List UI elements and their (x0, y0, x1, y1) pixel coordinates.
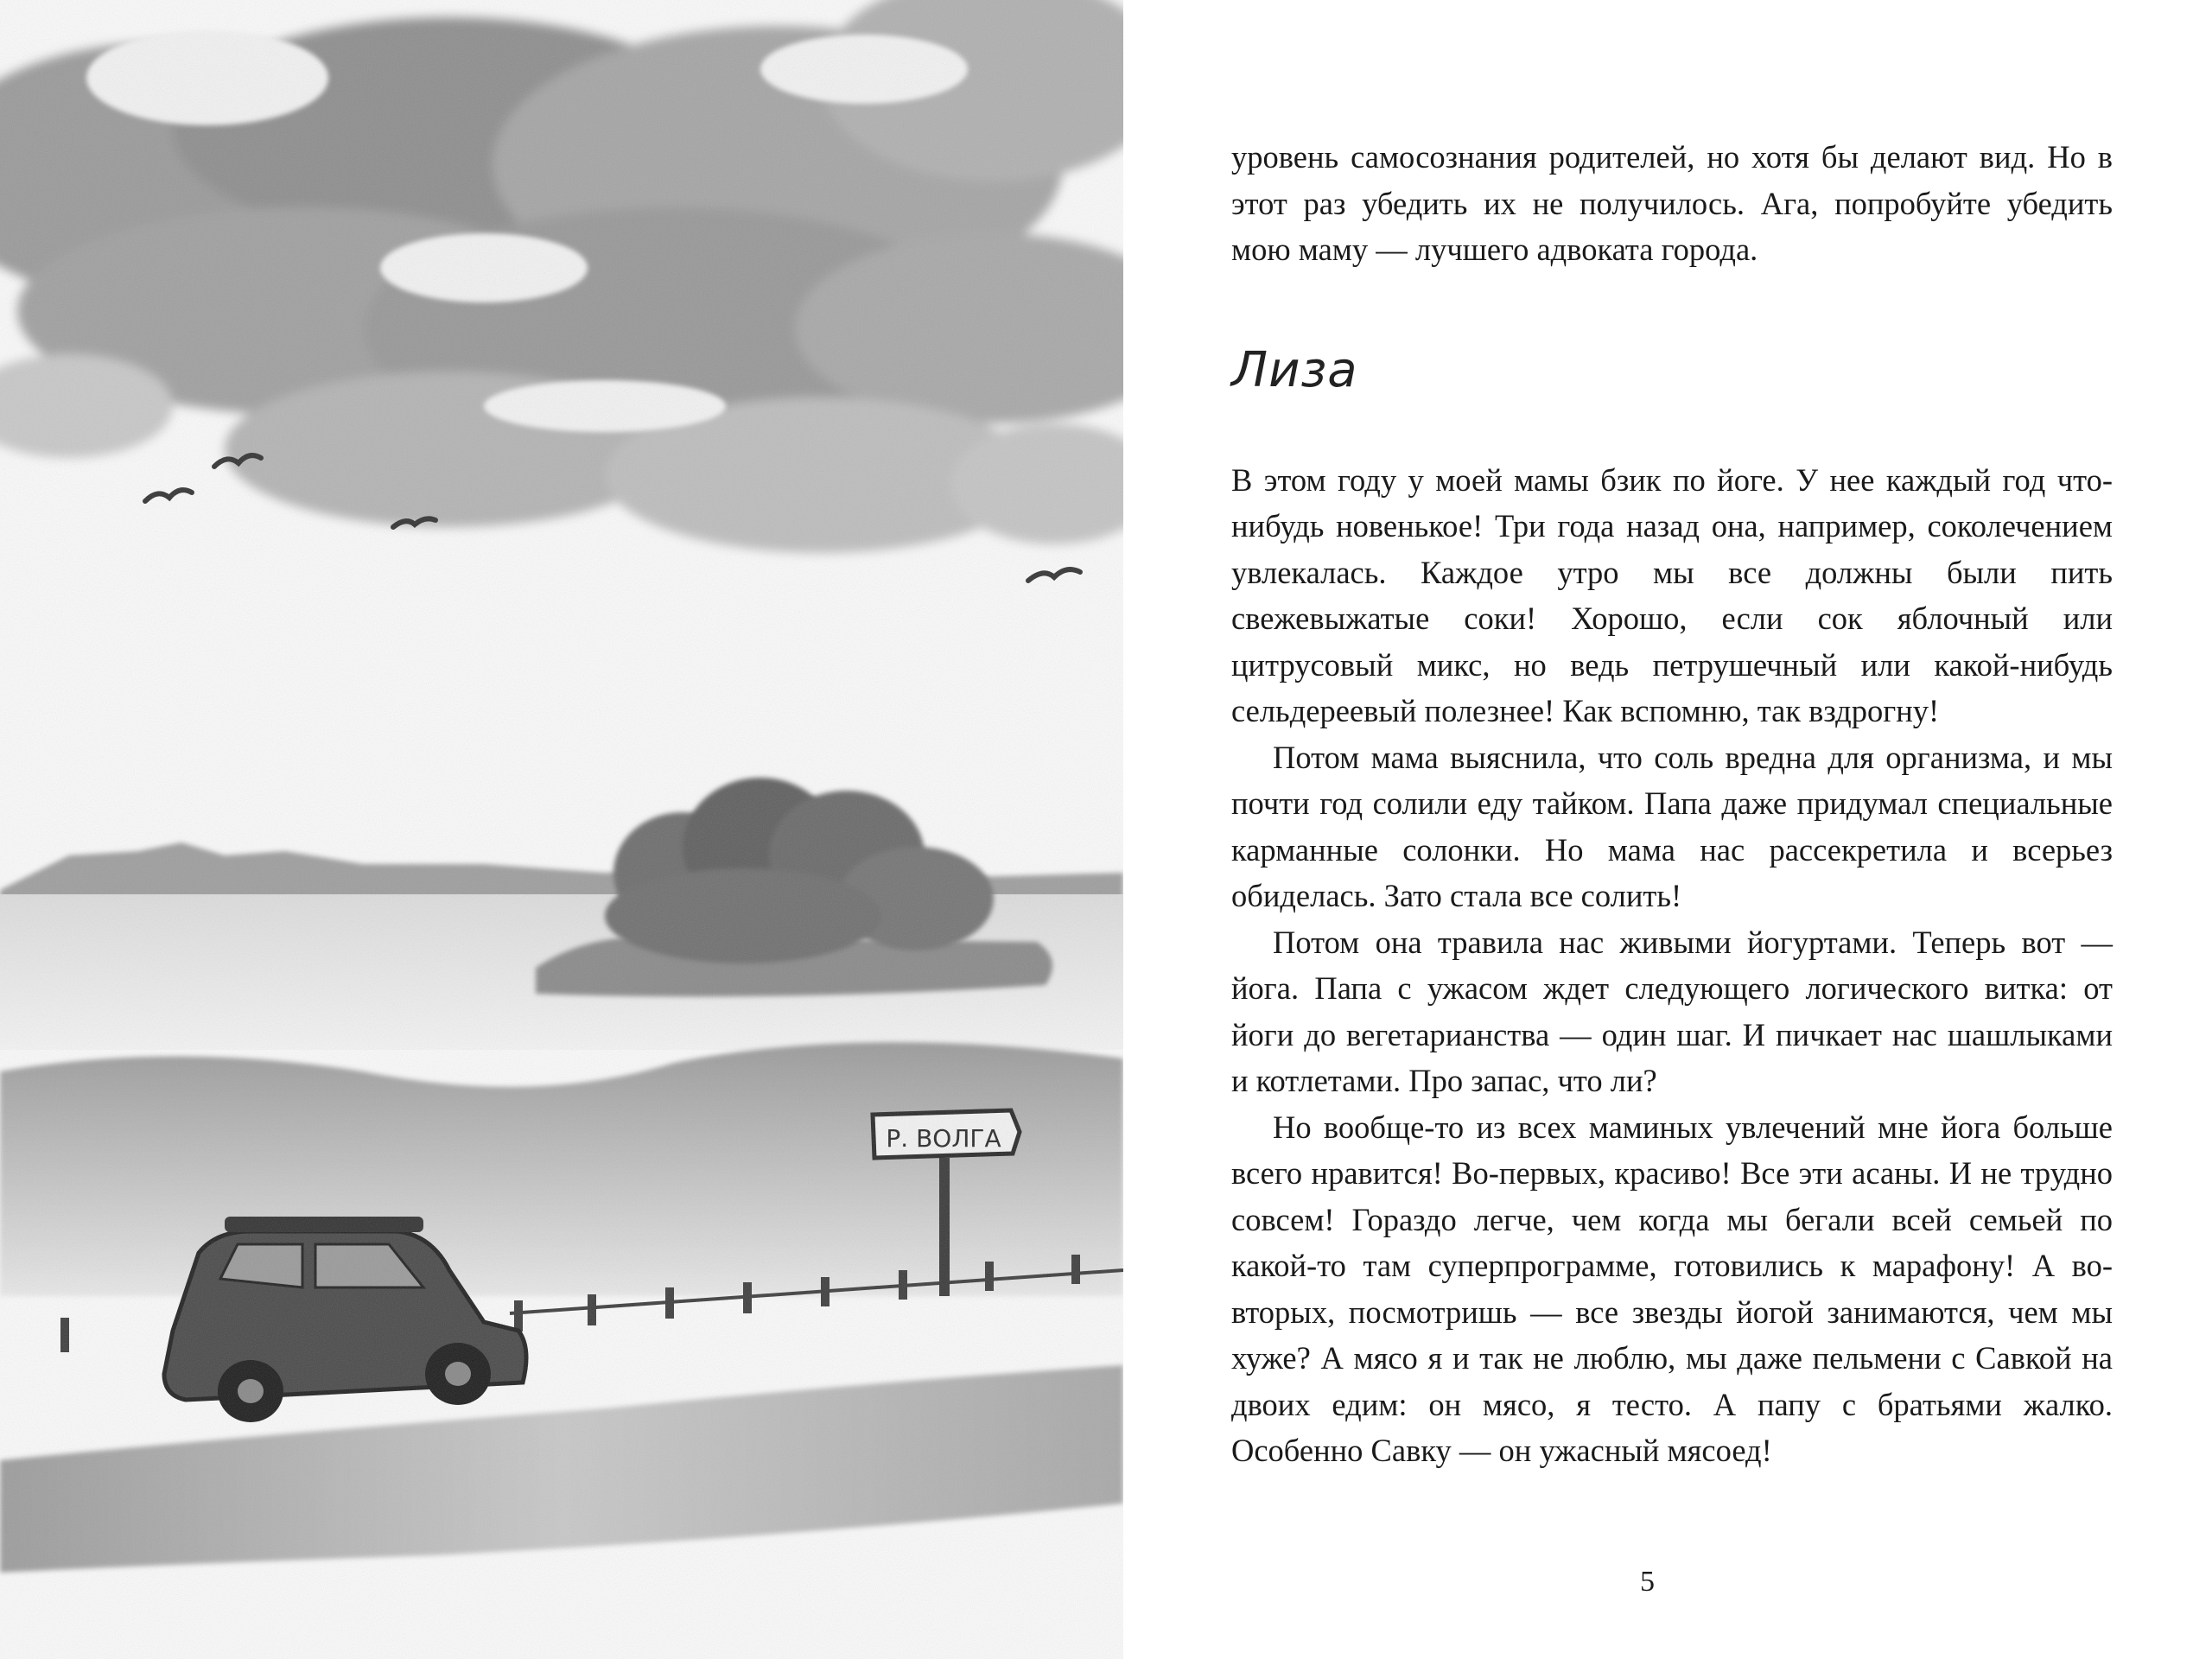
chapter-title: Лиза (1231, 341, 1358, 398)
paragraph: Потом мама выяснила, что соль вредна для организма, и мы почти год солили еду тайком. Папа даже придумал специальные карманные солонки. Но мама нас рассекретила и всерьез обиделась. Зато стала все солить! (1231, 739, 2113, 913)
paragraph: Но вообще-то из всех маминых увлечений мне йога больше всего нравится! Во-первых, красиво! Все эти асаны. И не трудно совсем! Гораздо легче, чем когда мы бегали всей семьей по какой-то там суперпрограмме, готовились к марафону! А во-вторых, посмотришь — все звезды йогой занимаются, чем мы хуже? А мясо я и так не люблю, мы даже пельмени с Савкой на двоих едим: он мясо, я тесто. А папу с братьями жалко. Особенно Савку — он ужасный мясоед! (1231, 1109, 2113, 1468)
text-page (1231, 134, 2113, 1474)
page-number: 5 (1640, 1566, 1655, 1598)
intro-paragraph: уровень самосознания родителей, но хотя бы делают вид. Но в этот раз убедить их не получилось. Ага, попробуйте убедить мою маму — лучшего адвоката города. (1231, 139, 2113, 267)
paragraph: Потом она травила нас живыми йогуртами. Теперь вот — йога. Папа с ужасом ждет следующего логического витка: от йоги до вегетарианства — один шаг. И пичкает нас шашлыками и котлетами. Про запас, что ли? (1231, 924, 2113, 1098)
paragraph: В этом году у моей мамы бзик по йоге. У нее каждый год что-нибудь новенькое! Три года назад она, например, соколечением увлекалась. Каждое утро мы все должны были пить свежевыжатые соки! Хорошо, если сок яблочный или цитрусовый микс, но ведь петрушечный или какой-нибудь сельдереевый полезнее! Как вспомню, так вздрогну! (1231, 461, 2113, 728)
